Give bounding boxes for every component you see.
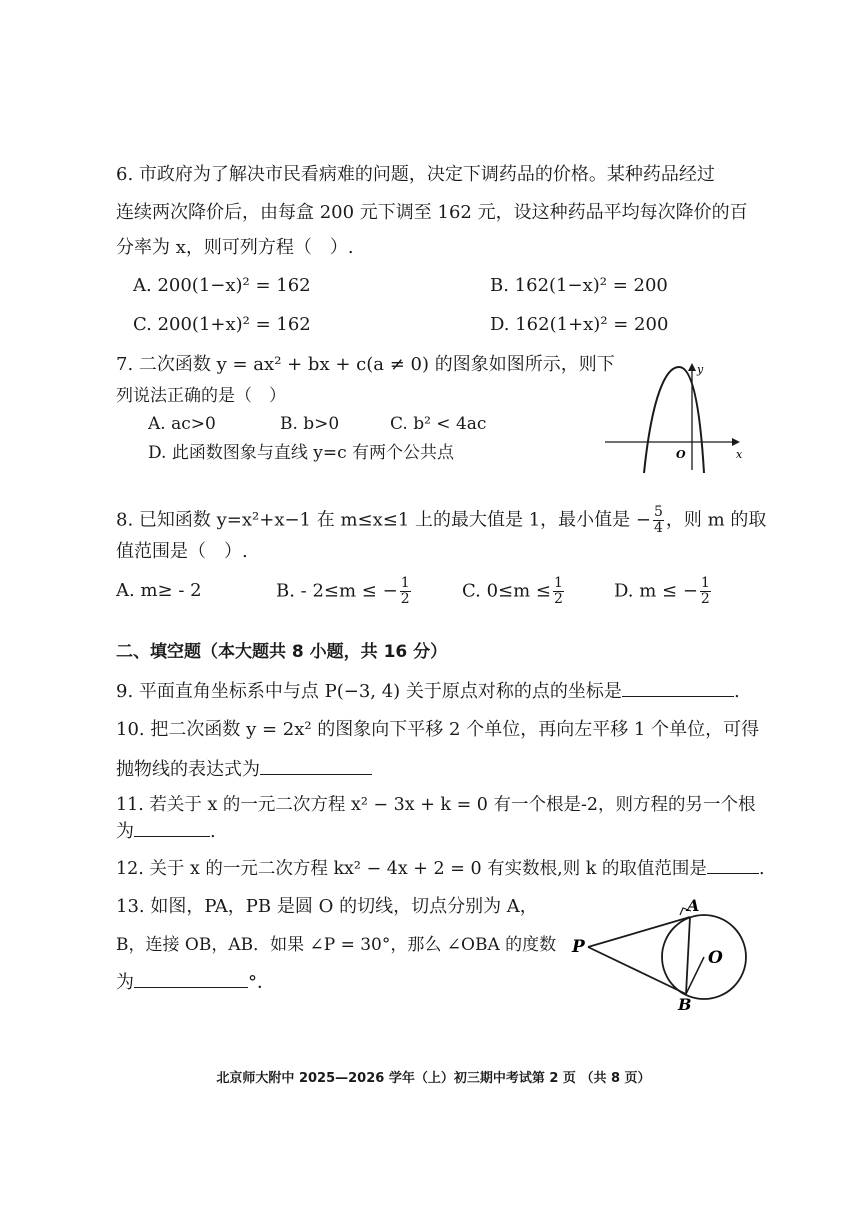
q6-option-b: B. 162(1−x)² = 200 xyxy=(490,275,668,296)
q11-line-1: 11. 若关于 x 的一元二次方程 x² − 3x + k = 0 有一个根是-2，则方程的另一个根 xyxy=(116,795,756,815)
q8-option-b xyxy=(276,576,413,607)
q13-answer-blank[interactable] xyxy=(134,969,248,988)
q11-line-2 xyxy=(116,818,216,844)
q11-answer-blank[interactable] xyxy=(134,818,210,837)
q8-option-d-num: 1 xyxy=(700,575,710,591)
q6-line-1: 6. 市政府为了解决市民看病难的问题，决定下调药品的价格。某种药品经过 xyxy=(116,164,715,185)
q6-line-3: 分率为 x，则可列方程（ ）. xyxy=(116,237,354,258)
q6-option-a: A. 200(1−x)² = 162 xyxy=(133,275,311,296)
q8-frac-num: 5 xyxy=(653,504,663,520)
q10-line-2 xyxy=(116,756,372,782)
q8-option-c-text: C. 0≤m ≤ xyxy=(462,580,551,602)
q6-option-c: C. 200(1+x)² = 162 xyxy=(133,314,311,335)
q12-answer-blank[interactable] xyxy=(707,855,759,874)
q8-option-b-num: 1 xyxy=(400,575,410,591)
q8-line-2: 值范围是（ ）. xyxy=(116,541,248,562)
q7-option-c: C. b² < 4ac xyxy=(390,414,487,434)
q9-text: 9. 平面直角坐标系中与点 P(−3, 4) 关于原点对称的点的坐标是 xyxy=(116,681,622,702)
parabola-curve xyxy=(644,367,704,473)
label-a: A xyxy=(687,896,700,915)
q12-text: 12. 关于 x 的一元二次方程 kx² − 4x + 2 = 0 有实数根,则 k 的取值范围是 xyxy=(116,859,707,879)
q8-line-1-tail: ，则 m 的取 xyxy=(665,509,767,531)
label-p: P xyxy=(572,937,585,957)
q7-option-b: B. b>0 xyxy=(280,414,340,434)
q8-option-c-fraction xyxy=(553,576,564,607)
q13-line-2: B，连接 OB，AB．如果 ∠P = 30°，那么 ∠OBA 的度数 xyxy=(116,935,557,955)
q8-option-c-num: 1 xyxy=(553,575,563,591)
q13-circle-tangent-figure xyxy=(570,895,755,1013)
q13-text: 为 xyxy=(116,972,134,993)
q13-line-3 xyxy=(116,969,275,995)
q7-option-a: A. ac>0 xyxy=(148,414,216,434)
q8-line-1 xyxy=(116,505,766,536)
q9-line xyxy=(116,678,740,704)
q7-line-1: 7. 二次函数 y = ax² + bx + c(a ≠ 0) 的图象如图所示，则下 xyxy=(116,354,615,375)
x-axis-arrow xyxy=(732,438,740,446)
q8-option-b-den: 2 xyxy=(400,591,410,607)
q12-line xyxy=(116,855,765,881)
q8-option-d-den: 2 xyxy=(700,591,710,607)
q8-option-d-text: D. m ≤ − xyxy=(614,580,698,602)
q7-line-2: 列说法正确的是（ ） xyxy=(116,386,286,406)
y-axis-arrow xyxy=(688,363,696,371)
q11-end: . xyxy=(210,821,216,842)
chord-ab xyxy=(686,917,690,994)
q6-line-2: 连续两次降价后，由每盒 200 元下调至 162 元，设这种药品平均每次降价的百 xyxy=(116,202,748,223)
origin-label: O xyxy=(676,448,686,461)
q8-fraction xyxy=(653,505,664,536)
q7-parabola-graph xyxy=(600,355,750,475)
q7-option-d: D. 此函数图象与直线 y=c 有两个公共点 xyxy=(148,443,455,463)
page-footer: 北京师大附中 2025—2026 学年（上）初三期中考试第 2 页 （共 8 页） xyxy=(216,1071,651,1086)
q8-option-c xyxy=(462,576,566,607)
y-axis-label: y xyxy=(697,363,704,376)
x-axis-label: x xyxy=(736,448,743,461)
q13-line-1: 13. 如图，PA，PB 是圆 O 的切线，切点分别为 A， xyxy=(116,896,538,917)
label-b: B xyxy=(678,995,692,1013)
label-o: O xyxy=(708,948,723,968)
q9-answer-blank[interactable] xyxy=(622,678,734,697)
q8-line-1-text: 8. 已知函数 y=x²+x−1 在 m≤x≤1 上的最大值是 1，最小值是 − xyxy=(116,509,651,531)
q8-option-b-text: B. - 2≤m ≤ − xyxy=(276,580,398,602)
q12-end: . xyxy=(758,859,765,879)
q8-option-d-fraction xyxy=(700,576,711,607)
q8-option-d xyxy=(614,576,713,607)
q11-text: 为 xyxy=(116,821,134,842)
q10-line-1: 10. 把二次函数 y = 2x² 的图象向下平移 2 个单位，再向左平移 1 个单位，可得 xyxy=(116,719,760,740)
q8-option-a: A. m≥ - 2 xyxy=(116,580,202,601)
q8-option-c-den: 2 xyxy=(553,591,563,607)
q8-option-b-fraction xyxy=(400,576,411,607)
q13-end: °． xyxy=(248,972,275,993)
q10-text: 抛物线的表达式为 xyxy=(116,759,260,780)
section-2-title: 二、填空题（本大题共 8 小题，共 16 分） xyxy=(116,642,448,662)
tangent-pa xyxy=(588,917,690,947)
tangent-pb xyxy=(588,947,686,994)
segment-ob xyxy=(686,957,704,994)
q9-end: . xyxy=(733,681,740,702)
q8-frac-den: 4 xyxy=(653,520,663,536)
q10-answer-blank[interactable] xyxy=(260,756,372,775)
q6-option-d: D. 162(1+x)² = 200 xyxy=(490,314,669,335)
